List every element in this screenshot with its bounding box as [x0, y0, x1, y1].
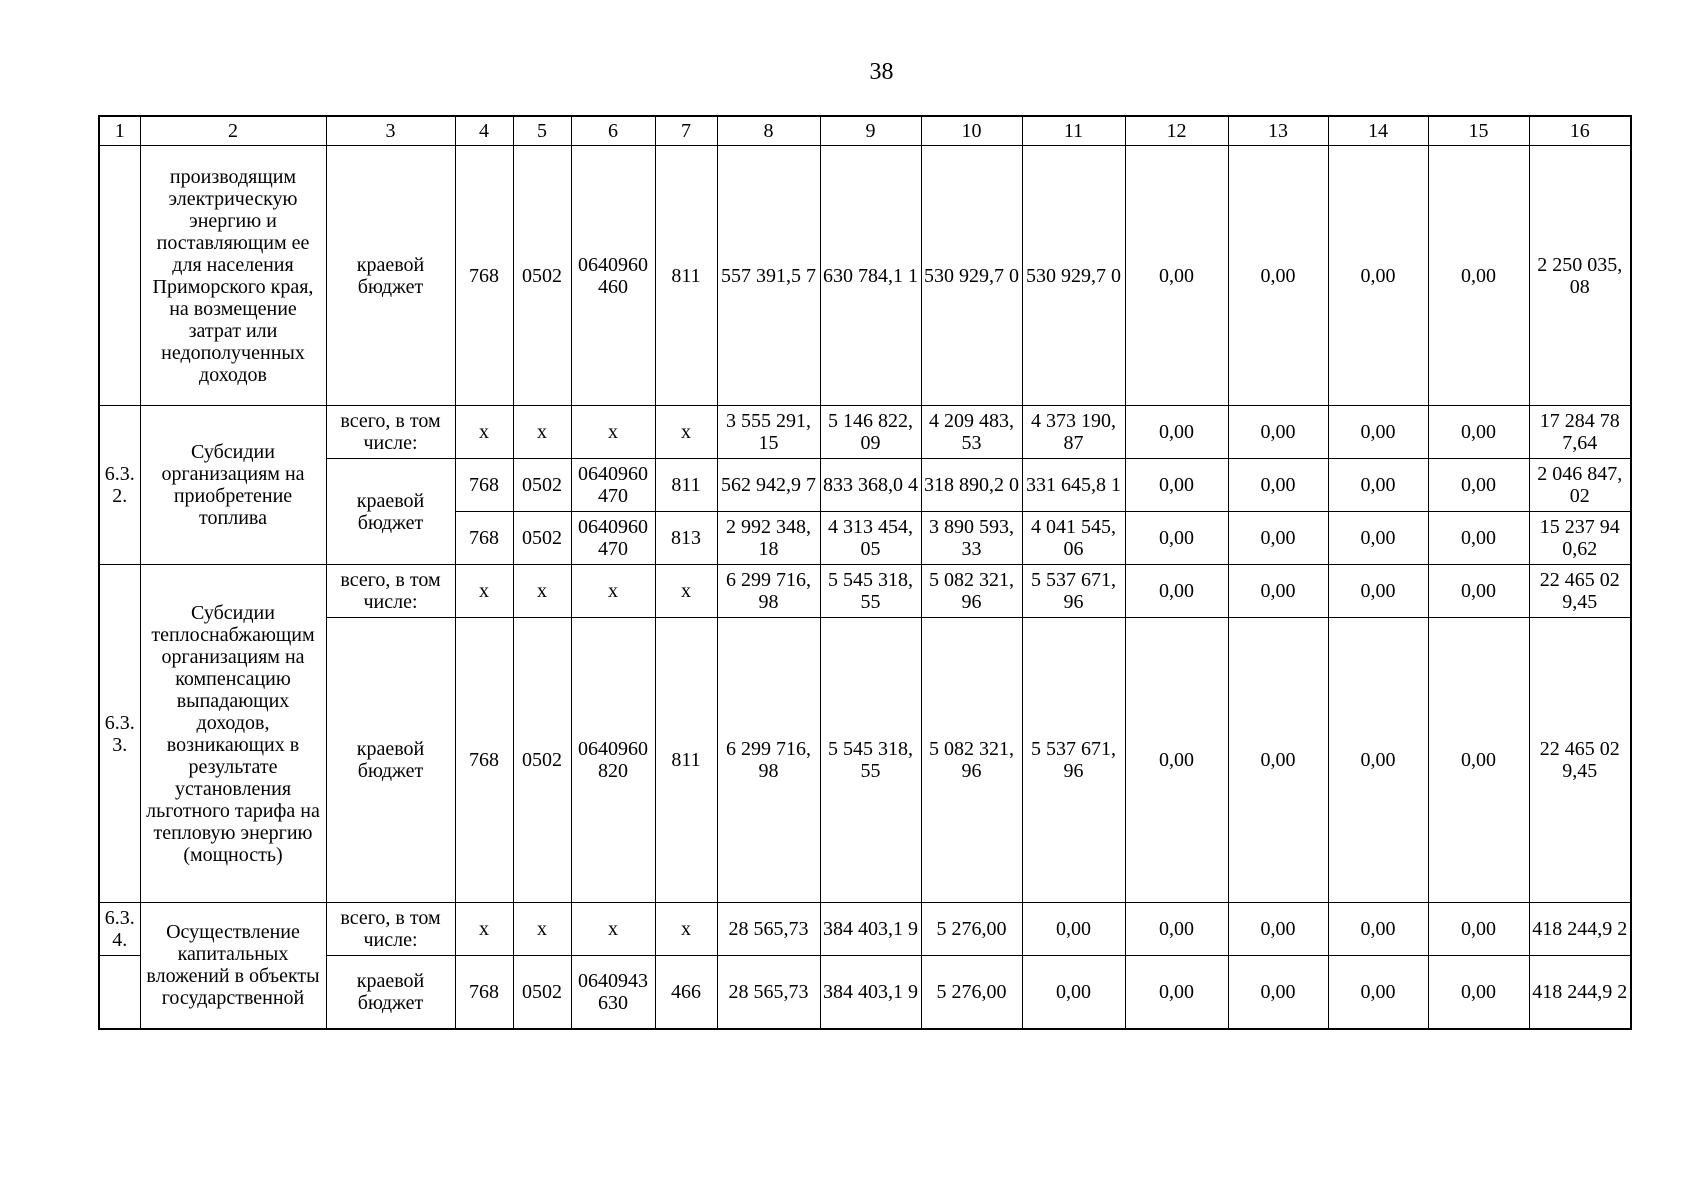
budget-table: [98, 115, 1632, 1030]
funding-source-cell: краевой бюджет: [326, 459, 455, 565]
cell: 0502: [513, 956, 571, 1029]
funding-source-cell: краевой бюджет: [326, 146, 455, 406]
cell: 0,00: [1228, 406, 1328, 459]
cell: 0,00: [1428, 618, 1529, 903]
cell: 17 284 78 7,64: [1529, 406, 1631, 459]
cell: 811: [655, 618, 717, 903]
cell: 0,00: [1228, 903, 1328, 956]
row-name-cell: производящим электрическую энергию и поставляющим ее для населения Приморского края, на возмещение затрат или недополученных доходов: [140, 146, 326, 406]
cell: 0,00: [1428, 565, 1529, 618]
cell: 384 403,1 9: [820, 956, 921, 1029]
cell: 3 555 291, 15: [717, 406, 820, 459]
cell: 0502: [513, 459, 571, 512]
cell: 0,00: [1328, 565, 1428, 618]
cell: 0,00: [1125, 512, 1228, 565]
cell: 15 237 94 0,62: [1529, 512, 1631, 565]
cell: 0,00: [1328, 146, 1428, 406]
cell: 2 046 847, 02: [1529, 459, 1631, 512]
cell: 0,00: [1328, 618, 1428, 903]
cell: 5 276,00: [921, 903, 1022, 956]
column-header: 9: [820, 116, 921, 146]
cell: x: [513, 903, 571, 956]
table-row: [99, 459, 1631, 512]
cell: 28 565,73: [717, 956, 820, 1029]
table-row: [99, 406, 1631, 459]
cell: 0,00: [1428, 512, 1529, 565]
cell: 833 368,0 4: [820, 459, 921, 512]
cell: x: [571, 565, 655, 618]
table-row: [99, 903, 1631, 956]
cell: 0502: [513, 512, 571, 565]
cell: 0,00: [1328, 406, 1428, 459]
cell: 0,00: [1428, 459, 1529, 512]
cell: 2 992 348, 18: [717, 512, 820, 565]
cell: 418 244,9 2: [1529, 956, 1631, 1029]
cell: 4 209 483, 53: [921, 406, 1022, 459]
cell: 28 565,73: [717, 903, 820, 956]
column-header: 5: [513, 116, 571, 146]
cell: 768: [455, 956, 513, 1029]
cell: 0,00: [1125, 956, 1228, 1029]
cell: 768: [455, 618, 513, 903]
cell: 3 890 593, 33: [921, 512, 1022, 565]
cell: 5 082 321, 96: [921, 618, 1022, 903]
cell: 0,00: [1228, 459, 1328, 512]
cell: x: [513, 406, 571, 459]
cell: 0,00: [1428, 956, 1529, 1029]
cell: x: [655, 565, 717, 618]
cell: 5 545 318, 55: [820, 565, 921, 618]
cell: 557 391,5 7: [717, 146, 820, 406]
cell: 0,00: [1022, 903, 1125, 956]
table-row: [99, 146, 1631, 406]
cell: 0,00: [1328, 512, 1428, 565]
cell: x: [655, 406, 717, 459]
cell: 6 299 716, 98: [717, 618, 820, 903]
row-name-cell: Осуществление капитальных вложений в объекты государственной: [140, 903, 326, 1029]
cell: 384 403,1 9: [820, 903, 921, 956]
cell: x: [571, 406, 655, 459]
funding-source-cell: всего, в том числе:: [326, 903, 455, 956]
column-header: 1: [99, 116, 140, 146]
row-number-cell: [99, 956, 140, 1029]
cell: 0,00: [1228, 146, 1328, 406]
page-number: 38: [869, 59, 894, 85]
row-number-cell: [99, 146, 140, 406]
cell: 5 276,00: [921, 956, 1022, 1029]
funding-source-cell: всего, в том числе:: [326, 565, 455, 618]
cell: 0,00: [1328, 903, 1428, 956]
cell: 530 929,7 0: [1022, 146, 1125, 406]
cell: 630 784,1 1: [820, 146, 921, 406]
cell: 811: [655, 146, 717, 406]
cell: 768: [455, 459, 513, 512]
cell: 331 645,8 1: [1022, 459, 1125, 512]
cell: 0640960 470: [571, 459, 655, 512]
cell: 0,00: [1228, 618, 1328, 903]
cell: 0,00: [1125, 406, 1228, 459]
cell: 2 250 035, 08: [1529, 146, 1631, 406]
cell: 4 041 545, 06: [1022, 512, 1125, 565]
cell: 5 545 318, 55: [820, 618, 921, 903]
cell: 768: [455, 146, 513, 406]
cell: x: [455, 565, 513, 618]
funding-source-cell: всего, в том числе:: [326, 406, 455, 459]
column-header: 11: [1022, 116, 1125, 146]
cell: 0640960 460: [571, 146, 655, 406]
column-header: 15: [1428, 116, 1529, 146]
table-row: [99, 956, 1631, 1029]
cell: 0502: [513, 146, 571, 406]
cell: 0,00: [1125, 459, 1228, 512]
cell: 0640943 630: [571, 956, 655, 1029]
cell: 0502: [513, 618, 571, 903]
cell: x: [513, 565, 571, 618]
column-header: 10: [921, 116, 1022, 146]
cell: 6 299 716, 98: [717, 565, 820, 618]
cell: 0,00: [1228, 565, 1328, 618]
row-number-cell: 6.3. 2.: [99, 406, 140, 565]
column-header: 2: [140, 116, 326, 146]
column-header: 16: [1529, 116, 1631, 146]
funding-source-cell: краевой бюджет: [326, 956, 455, 1029]
cell: 0,00: [1328, 956, 1428, 1029]
cell: 562 942,9 7: [717, 459, 820, 512]
table-row: [99, 565, 1631, 618]
cell: 811: [655, 459, 717, 512]
row-name-cell: Субсидии организациям на приобретение топлива: [140, 406, 326, 565]
cell: 4 313 454, 05: [820, 512, 921, 565]
column-header: 14: [1328, 116, 1428, 146]
cell: 5 537 671, 96: [1022, 565, 1125, 618]
cell: 0,00: [1228, 956, 1328, 1029]
column-header: 3: [326, 116, 455, 146]
cell: 0,00: [1228, 512, 1328, 565]
column-header: 8: [717, 116, 820, 146]
cell: 0,00: [1125, 146, 1228, 406]
column-header: 12: [1125, 116, 1228, 146]
cell: x: [455, 406, 513, 459]
cell: 0,00: [1428, 146, 1529, 406]
cell: 0,00: [1125, 618, 1228, 903]
column-number-row: [99, 116, 1631, 146]
cell: 4 373 190, 87: [1022, 406, 1125, 459]
column-header: 4: [455, 116, 513, 146]
row-number-cell: 6.3. 4.: [99, 903, 140, 956]
cell: 5 082 321, 96: [921, 565, 1022, 618]
column-header: 7: [655, 116, 717, 146]
cell: 813: [655, 512, 717, 565]
cell: 0,00: [1125, 565, 1228, 618]
cell: 530 929,7 0: [921, 146, 1022, 406]
cell: x: [655, 903, 717, 956]
cell: 768: [455, 512, 513, 565]
cell: 318 890,2 0: [921, 459, 1022, 512]
table-row: [99, 618, 1631, 903]
cell: 22 465 02 9,45: [1529, 618, 1631, 903]
cell: 22 465 02 9,45: [1529, 565, 1631, 618]
cell: 0,00: [1428, 903, 1529, 956]
row-number-cell: 6.3. 3.: [99, 565, 140, 903]
cell: 0,00: [1022, 956, 1125, 1029]
cell: 0,00: [1328, 459, 1428, 512]
row-name-cell: Субсидии теплоснабжающим организациям на компенсацию выпадающих доходов, возникающих в результате установления льготного тарифа на тепловую энергию (мощность): [140, 565, 326, 903]
cell: x: [571, 903, 655, 956]
cell: 0,00: [1125, 903, 1228, 956]
cell: 466: [655, 956, 717, 1029]
funding-source-cell: краевой бюджет: [326, 618, 455, 903]
cell: 0640960 470: [571, 512, 655, 565]
cell: 0,00: [1428, 406, 1529, 459]
cell: x: [455, 903, 513, 956]
cell: 5 537 671, 96: [1022, 618, 1125, 903]
cell: 418 244,9 2: [1529, 903, 1631, 956]
cell: 5 146 822, 09: [820, 406, 921, 459]
column-header: 6: [571, 116, 655, 146]
column-header: 13: [1228, 116, 1328, 146]
cell: 0640960 820: [571, 618, 655, 903]
